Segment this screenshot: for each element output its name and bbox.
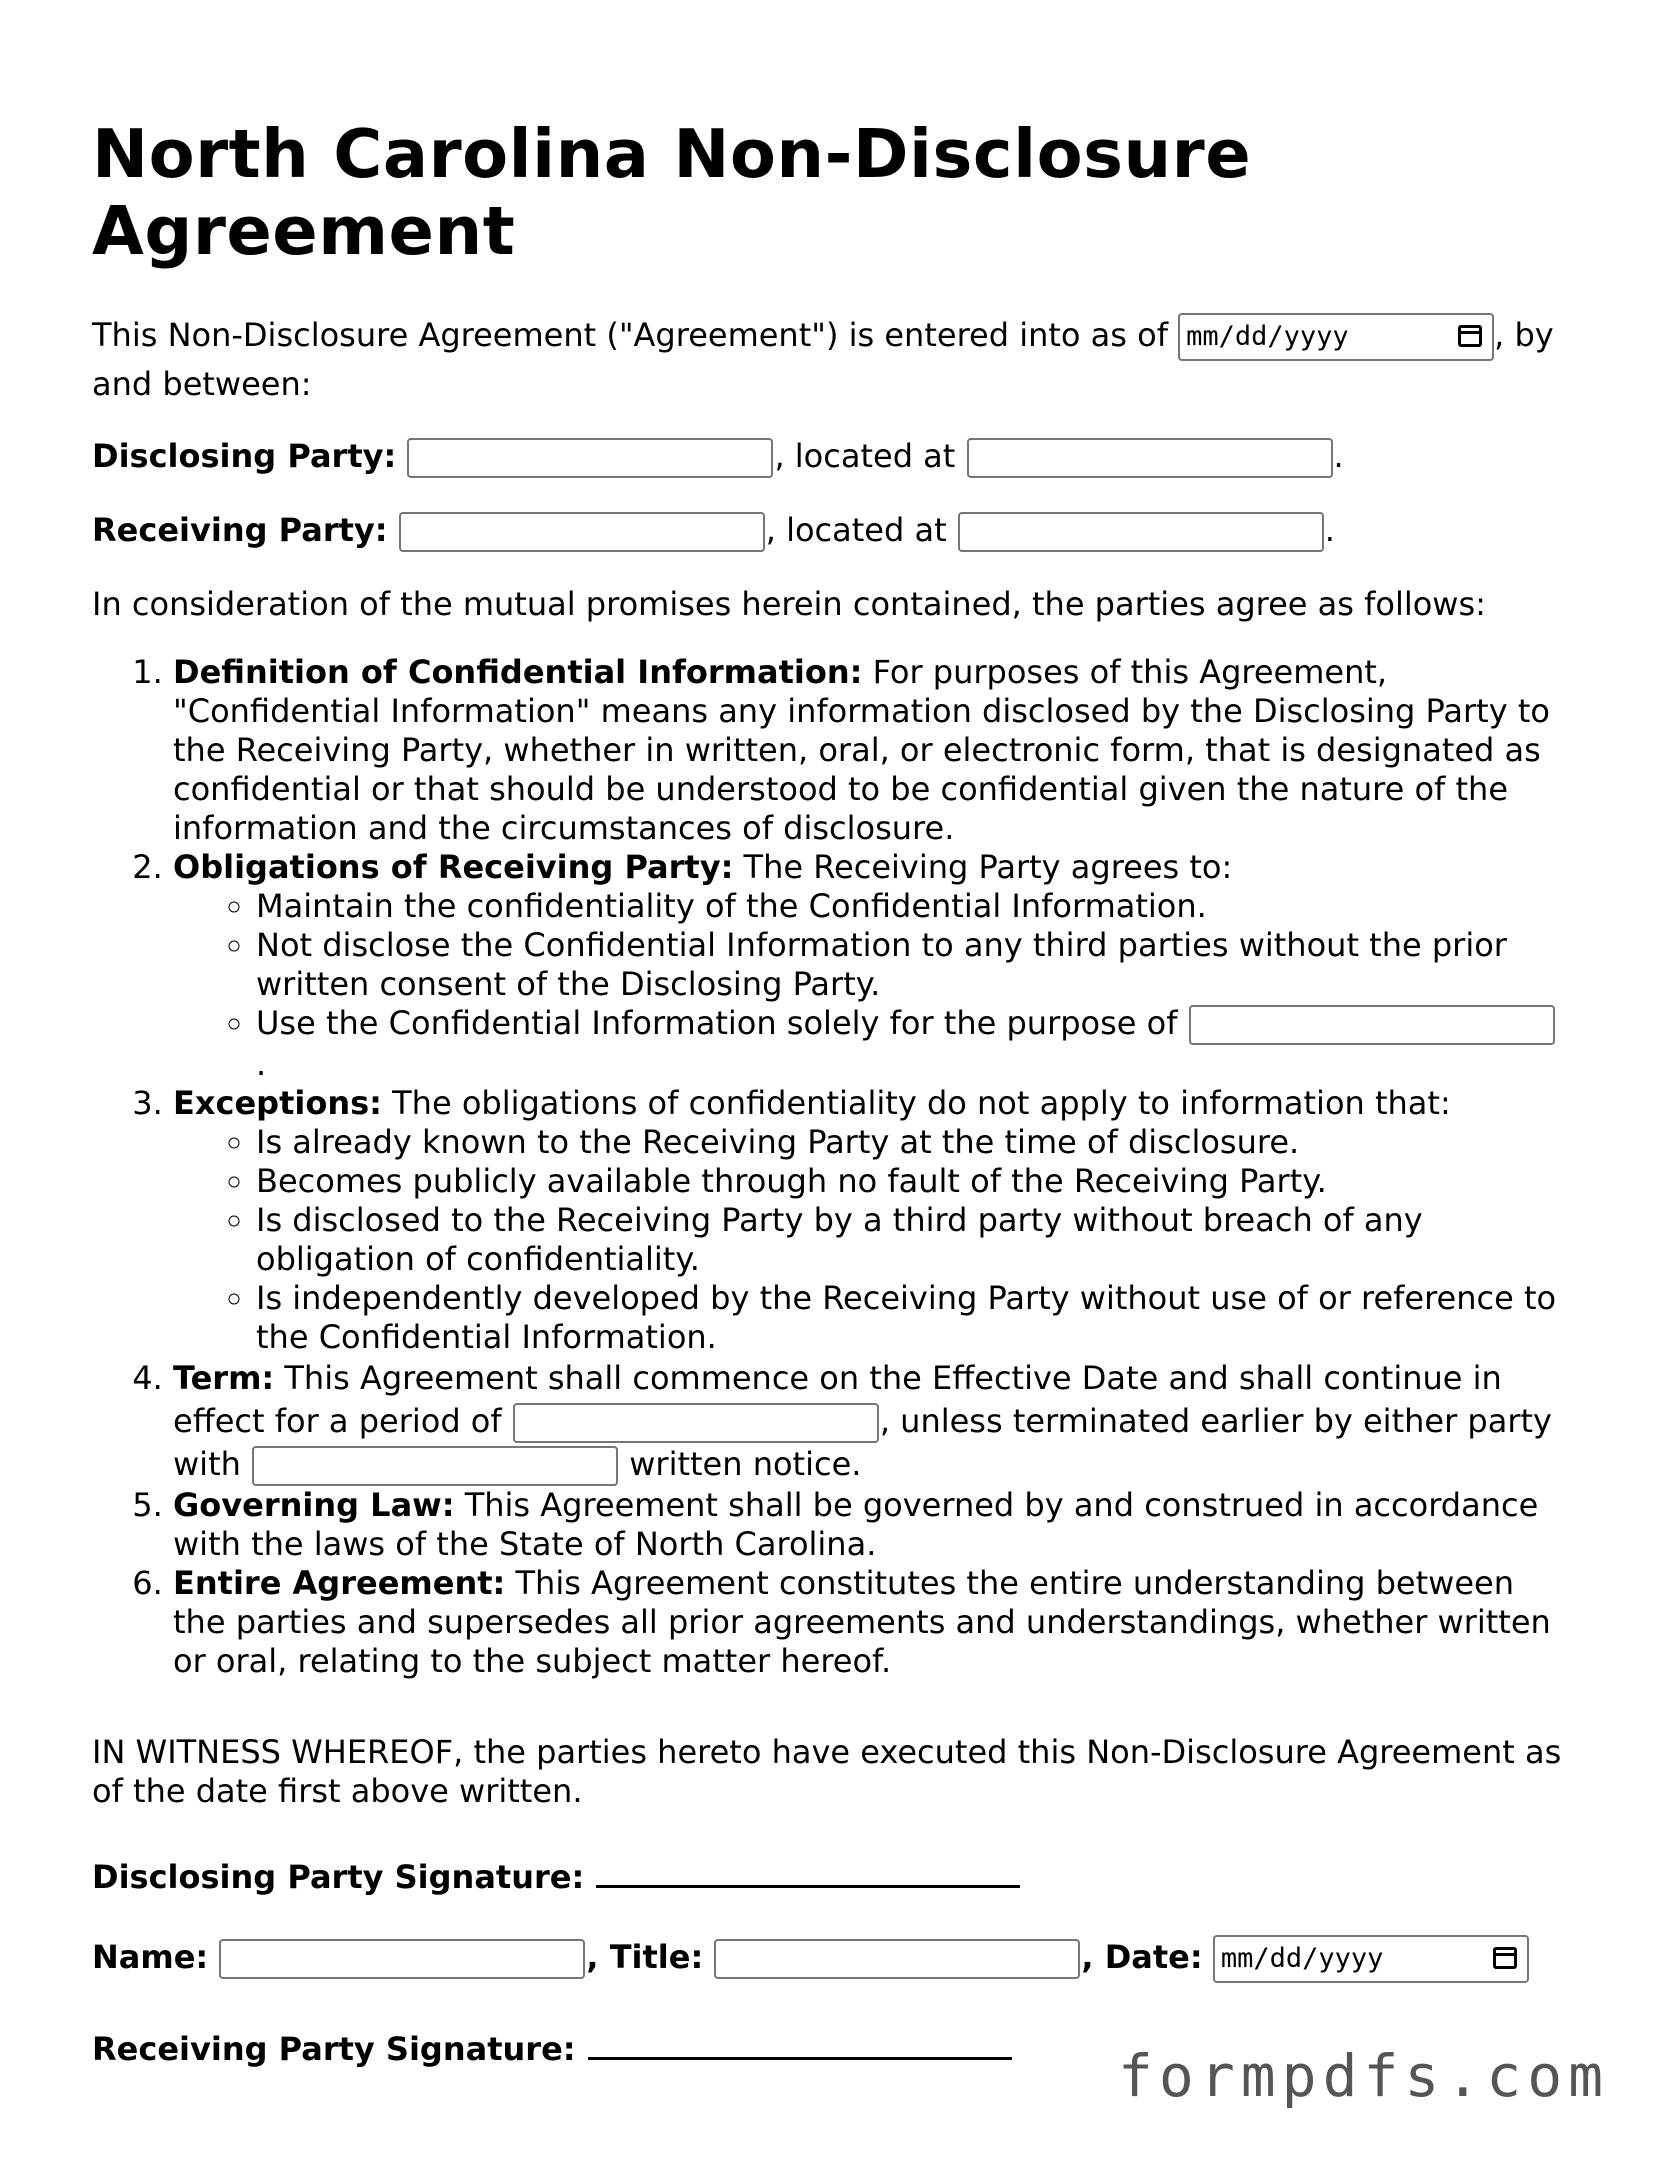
disclosing-signature-line[interactable]	[596, 1855, 1020, 1888]
section-text: The obligations of confidentiality do not apply to information that:	[381, 1084, 1451, 1122]
located-at-text: , located at	[765, 511, 957, 549]
list-item: ◦ Not disclose the Confidential Information to any third parties without the prior written consent of the Disclosing Party.	[256, 926, 1575, 1004]
section-term	[173, 1357, 1575, 1486]
section-heading: Definition of Confidential Information:	[173, 653, 863, 691]
list-item	[256, 1004, 1575, 1084]
signer-name-input[interactable]	[219, 1939, 585, 1979]
title-label: , Title:	[586, 1938, 704, 1976]
section-heading: Term:	[173, 1359, 275, 1397]
agreement-date-input[interactable]	[1178, 313, 1494, 361]
date-label: , Date:	[1081, 1938, 1203, 1976]
page-title: North Carolina Non-Disclosure Agreement	[92, 115, 1252, 270]
section-text: This Agreement constitutes the entire understanding between the parties and supersedes all prior agreements and understandings, whether written or oral, relating to the subject matter hereof.	[173, 1564, 1551, 1680]
list-item: ◦ Is independently developed by the Receiving Party without use of or reference to the Confidential Information.	[256, 1279, 1575, 1357]
period-text: .	[1324, 511, 1335, 549]
disclosing-party-address-input[interactable]	[967, 438, 1333, 478]
list-item: ◦ Is disclosed to the Receiving Party by a third party without breach of any obligation of confidentiality.	[256, 1201, 1575, 1279]
purpose-input[interactable]	[1189, 1005, 1555, 1045]
section-exceptions	[173, 1084, 1575, 1357]
disclosing-party-row	[92, 433, 1575, 479]
section-heading: Entire Agreement:	[173, 1564, 506, 1602]
term-period-input[interactable]	[513, 1403, 879, 1443]
calendar-icon[interactable]	[1493, 1947, 1517, 1969]
intro-text: This Non-Disclosure Agreement ("Agreement") is entered into as of	[92, 316, 1179, 354]
receiving-party-name-input[interactable]	[399, 512, 765, 552]
signer-details-row	[92, 1931, 1575, 1983]
section-text: For purposes of this Agreement, "Confidential Information" means any information disclosed by the Disclosing Party to the Receiving Party, whether in written, oral, or electronic form, that is designated as confidential or that should be understood to be confidential given the nature of the information and the circumstances of disclosure.	[173, 653, 1550, 847]
obligations-list	[173, 887, 1575, 1084]
receiving-party-address-input[interactable]	[958, 512, 1324, 552]
disclosing-signature-row	[92, 1855, 1575, 1897]
purpose-end: .	[256, 1045, 267, 1083]
receiving-party-row	[92, 507, 1575, 553]
disclosing-signature-label: Disclosing Party Signature:	[92, 1858, 585, 1896]
notice-period-input[interactable]	[252, 1446, 618, 1486]
section-heading: Exceptions:	[173, 1084, 382, 1122]
receiving-party-label: Receiving Party:	[92, 511, 388, 549]
receiving-signature-label: Receiving Party Signature:	[92, 2030, 576, 2068]
agreement-date-placeholder: mm/dd/yyyy	[1186, 321, 1349, 352]
section-text: , unless terminated earlier by either party with	[173, 1402, 1552, 1483]
terms-list	[92, 653, 1575, 1681]
section-obligations	[173, 848, 1575, 1084]
document-page	[92, 116, 1575, 2069]
section-heading: Governing Law:	[173, 1486, 455, 1524]
signature-date-input[interactable]	[1213, 1935, 1529, 1983]
section-text: This Agreement shall be governed by and construed in accordance with the laws of the State of North Carolina.	[173, 1486, 1539, 1563]
signature-date-placeholder: mm/dd/yyyy	[1220, 1943, 1384, 1974]
section-text: The Receiving Party agrees to:	[733, 848, 1233, 886]
list-item: ◦ Maintain the confidentiality of the Confidential Information.	[256, 887, 1575, 926]
exceptions-list	[173, 1123, 1575, 1357]
name-label: Name:	[92, 1938, 209, 1976]
consideration-paragraph: In consideration of the mutual promises herein contained, the parties agree as follows:	[92, 585, 1486, 623]
intro-text-end: , by and between:	[92, 316, 1554, 403]
receiving-signature-line[interactable]	[588, 2027, 1012, 2060]
list-item: ◦ Is already known to the Receiving Party at the time of disclosure.	[256, 1123, 1575, 1162]
period-text: .	[1333, 437, 1344, 475]
signer-title-input[interactable]	[714, 1939, 1080, 1979]
witness-paragraph: IN WITNESS WHEREOF, the parties hereto have executed this Non-Disclosure Agreement as of the date first above written.	[92, 1733, 1562, 1810]
list-item: ◦ Becomes publicly available through no fault of the Receiving Party.	[256, 1162, 1575, 1201]
section-text: This Agreement shall commence on the Effective Date and shall continue in effect for a period of	[173, 1359, 1502, 1440]
section-heading: Obligations of Receiving Party:	[173, 848, 734, 886]
purpose-text: Use the Confidential Information solely for the purpose of	[256, 1004, 1188, 1042]
watermark: formpdfs.com	[1118, 2042, 1610, 2110]
section-definition	[173, 653, 1575, 848]
located-at-text: , located at	[774, 437, 966, 475]
calendar-icon[interactable]	[1458, 325, 1482, 347]
section-governing-law	[173, 1486, 1575, 1564]
section-entire-agreement	[173, 1564, 1575, 1681]
disclosing-party-name-input[interactable]	[407, 438, 773, 478]
disclosing-party-label: Disclosing Party:	[92, 437, 397, 475]
section-text: written notice.	[619, 1445, 862, 1483]
intro-paragraph	[92, 312, 1575, 407]
